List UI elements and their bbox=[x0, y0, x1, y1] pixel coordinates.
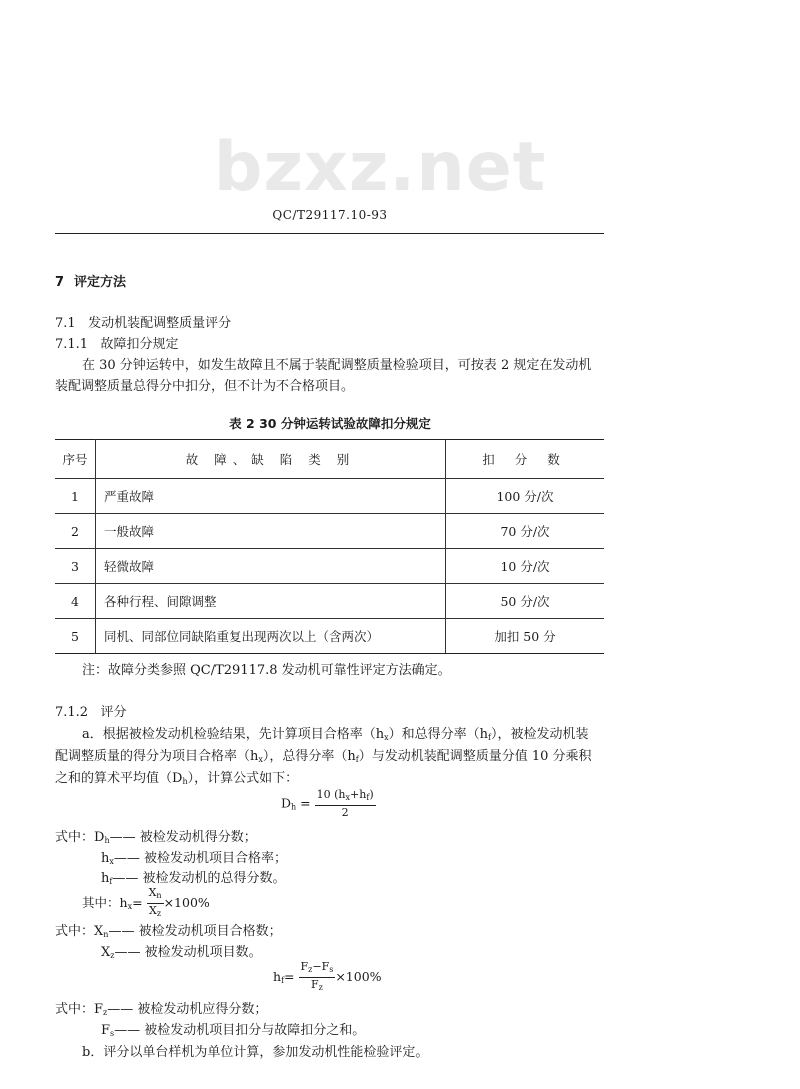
fault-deduction-table bbox=[55, 439, 604, 654]
equals-sign: = bbox=[132, 895, 143, 910]
subscript: h bbox=[182, 777, 188, 786]
subscript: x bbox=[345, 793, 351, 802]
subscript: x bbox=[384, 733, 389, 742]
subscript: z bbox=[156, 909, 162, 918]
formula-score-rate bbox=[273, 960, 382, 995]
text-run: ×100% bbox=[335, 969, 382, 984]
fault-category: 严重故障 bbox=[96, 479, 446, 514]
definition-line bbox=[101, 1019, 365, 1038]
definition-text: —— 被检发动机应得分数； bbox=[107, 1002, 268, 1017]
text-run: ）和总得分率（h bbox=[388, 727, 489, 742]
denominator: 2 bbox=[341, 806, 349, 819]
section-number: 7.1.1 bbox=[55, 337, 89, 352]
deduction-value: 10 分/次 bbox=[446, 549, 605, 584]
section-7-1-heading bbox=[55, 312, 231, 331]
text-run: ），被检发动机装 bbox=[490, 727, 589, 742]
paragraph-line: b．评分以单台样机为单位计算，参加发动机性能检验评定。 bbox=[82, 1045, 429, 1060]
paragraph-line: 装配调整质量总得分中扣分，但不计为不合格项目。 bbox=[55, 379, 355, 394]
table-row bbox=[55, 549, 604, 584]
watermark: bzxz.net bbox=[213, 128, 547, 207]
deduction-value: 加扣 50 分 bbox=[446, 619, 605, 654]
row-number: 2 bbox=[55, 514, 96, 549]
definition-line bbox=[101, 941, 262, 960]
fraction bbox=[147, 886, 164, 921]
definition-text: —— 被检发动机项目数。 bbox=[114, 945, 262, 960]
text-run: 其中： bbox=[82, 895, 120, 910]
section-7-1-2-heading bbox=[55, 701, 127, 720]
equals-sign: = bbox=[300, 795, 311, 811]
fault-category: 轻微故障 bbox=[96, 549, 446, 584]
section-number: 7 bbox=[55, 275, 65, 290]
deduction-value: 50 分/次 bbox=[446, 584, 605, 619]
text-run: 配调整质量的得分为项目合格率（h bbox=[55, 749, 259, 764]
paragraph-line bbox=[55, 745, 592, 764]
subscript: z bbox=[110, 951, 115, 960]
subscript: h bbox=[291, 802, 297, 812]
subscript: f bbox=[281, 976, 285, 985]
formula-symbol: D bbox=[281, 795, 292, 811]
table-row bbox=[55, 584, 604, 619]
row-number: 4 bbox=[55, 584, 96, 619]
section-7-1-1-heading bbox=[55, 333, 179, 352]
formula-pass-rate bbox=[82, 886, 210, 921]
equals-sign: = bbox=[284, 969, 295, 984]
definition-text: —— 被检发动机项目合格数； bbox=[108, 924, 282, 939]
denominator bbox=[299, 978, 336, 995]
formula-symbol: h bbox=[273, 969, 282, 984]
text-run: 之和的算术平均值（D bbox=[55, 771, 183, 786]
subscript: f bbox=[488, 733, 491, 742]
deduction-value: 100 分/次 bbox=[446, 479, 605, 514]
text-run: 式中： bbox=[55, 830, 95, 845]
subscript: z bbox=[308, 965, 313, 974]
section-title: 评分 bbox=[100, 705, 127, 720]
subscript: s bbox=[329, 965, 334, 974]
subscript: x bbox=[258, 755, 263, 764]
table-note: 注：故障分类参照 QC/T29117.8 发动机可靠性评定方法确定。 bbox=[82, 663, 451, 678]
text-run: X bbox=[149, 904, 157, 917]
row-number: 5 bbox=[55, 619, 96, 654]
subscript: f bbox=[366, 793, 370, 802]
subscript: f bbox=[109, 877, 113, 886]
formula-symbol: h bbox=[101, 871, 110, 886]
fault-category: 一般故障 bbox=[96, 514, 446, 549]
subscript: x bbox=[127, 902, 133, 911]
formula-symbol: F bbox=[101, 1023, 111, 1038]
section-number: 7.1 bbox=[55, 316, 76, 331]
text-run: −F bbox=[312, 960, 330, 973]
subscript: z bbox=[103, 1008, 108, 1017]
definition-line bbox=[101, 847, 287, 866]
formula-symbol: F bbox=[94, 1002, 104, 1017]
formula-symbol: D bbox=[94, 830, 105, 845]
column-header-no: 序号 bbox=[55, 440, 96, 479]
formula-symbol: h bbox=[119, 895, 128, 910]
deduction-value: 70 分/次 bbox=[446, 514, 605, 549]
section-title: 故障扣分规定 bbox=[100, 337, 179, 352]
formula-symbol: h bbox=[101, 851, 110, 866]
text-run: ×100% bbox=[163, 895, 210, 910]
subscript: n bbox=[103, 930, 109, 939]
formula-score bbox=[281, 788, 376, 820]
text-run: ），总得分率（h bbox=[262, 749, 356, 764]
header-rule bbox=[55, 233, 604, 234]
table-row bbox=[55, 619, 604, 654]
column-header-deduction: 扣 分 数 bbox=[446, 440, 605, 479]
paragraph-line: 在 30 分钟运转中，如发生故障且不属于装配调整质量检验项目，可按表 2 规定在发动机 bbox=[82, 358, 592, 373]
subscript: n bbox=[156, 891, 162, 900]
text-run: a．根据被检发动机检验结果，先计算项目合格率（h bbox=[82, 727, 385, 742]
definition-line bbox=[55, 826, 257, 845]
text-run: 式中： bbox=[55, 1002, 95, 1017]
section-title: 发动机装配调整质量评分 bbox=[88, 316, 232, 331]
text-run: 10 (h bbox=[316, 788, 346, 801]
numerator bbox=[315, 788, 376, 806]
text-run: ）与发动机装配调整质量分值 10 分乘积 bbox=[358, 749, 592, 764]
formula-symbol: X bbox=[101, 945, 111, 960]
fault-category: 同机、同部位同缺陷重复出现两次以上（含两次） bbox=[96, 619, 446, 654]
fraction bbox=[315, 788, 376, 820]
fraction bbox=[299, 960, 336, 995]
definition-line bbox=[55, 998, 267, 1017]
text-run: F bbox=[310, 978, 319, 991]
subscript: f bbox=[355, 755, 359, 764]
definition-line bbox=[55, 920, 282, 939]
definition-text: —— 被检发动机项目合格率； bbox=[113, 851, 288, 866]
fault-category: 各种行程、间隙调整 bbox=[96, 584, 446, 619]
definition-line bbox=[101, 867, 285, 886]
table-caption: 表 2 30 分钟运转试验故障扣分规定 bbox=[229, 416, 431, 431]
numerator bbox=[147, 886, 164, 904]
text-run: F bbox=[300, 960, 309, 973]
subscript: z bbox=[318, 983, 323, 992]
paragraph-line bbox=[55, 767, 298, 786]
text-run: +h bbox=[350, 788, 367, 801]
paragraph-line bbox=[82, 723, 589, 742]
formula-symbol: X bbox=[94, 924, 104, 939]
text-run: ），计算公式如下： bbox=[187, 771, 299, 786]
section-7-heading bbox=[55, 271, 126, 290]
standard-code: QC/T29117.10-93 bbox=[272, 208, 388, 222]
definition-text: —— 被检发动机得分数； bbox=[109, 830, 257, 845]
subscript: s bbox=[110, 1029, 115, 1038]
definition-text: —— 被检发动机项目扣分与故障扣分之和。 bbox=[114, 1023, 366, 1038]
section-title: 评定方法 bbox=[74, 275, 127, 290]
subscript: h bbox=[104, 836, 110, 845]
denominator bbox=[147, 904, 164, 921]
table-row bbox=[55, 479, 604, 514]
table-row bbox=[55, 514, 604, 549]
section-number: 7.1.2 bbox=[55, 705, 89, 720]
column-header-category: 故 障、缺 陷 类 别 bbox=[96, 440, 446, 479]
subscript: x bbox=[109, 857, 114, 866]
table-header-row bbox=[55, 440, 604, 479]
text-run: ) bbox=[369, 788, 374, 801]
text-run: 式中： bbox=[55, 924, 95, 939]
row-number: 1 bbox=[55, 479, 96, 514]
row-number: 3 bbox=[55, 549, 96, 584]
text-run: X bbox=[148, 886, 157, 899]
definition-text: —— 被检发动机的总得分数。 bbox=[112, 871, 286, 886]
numerator bbox=[299, 960, 336, 978]
